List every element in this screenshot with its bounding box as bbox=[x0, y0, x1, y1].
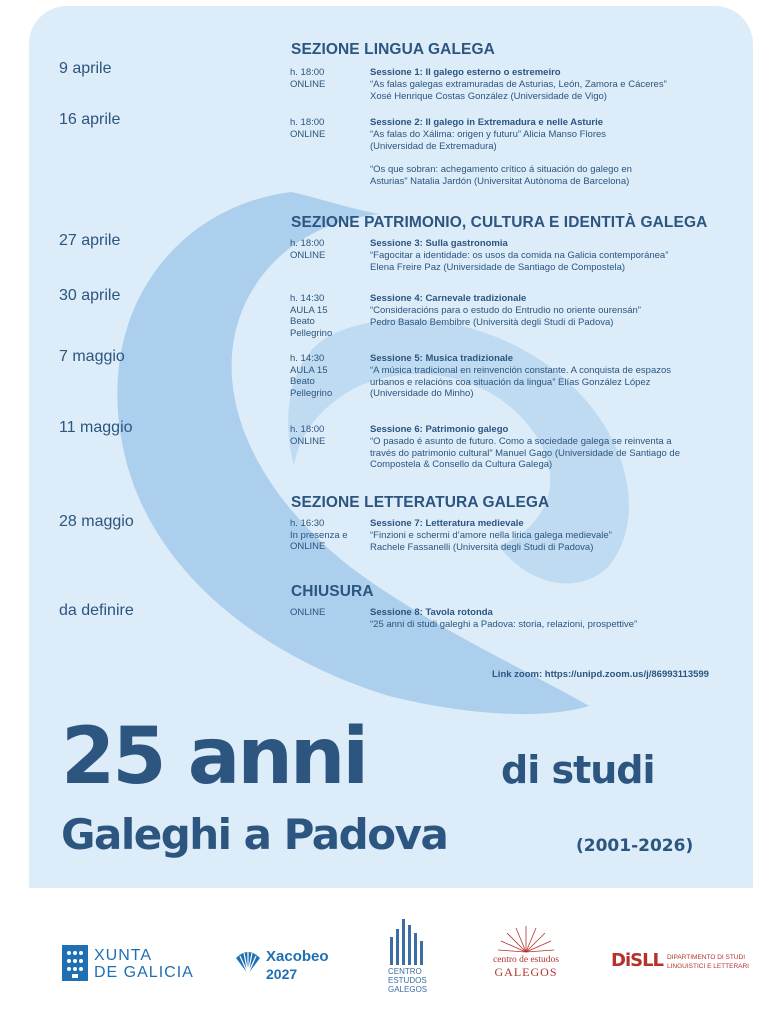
xacobeo-text: Xacobeo bbox=[266, 948, 329, 965]
ceg2-text-line2: GALEGOS bbox=[494, 965, 558, 979]
session-date: da definire bbox=[59, 602, 134, 619]
session-date: 11 maggio bbox=[59, 419, 133, 436]
session-title: Sessione 7: Letteratura medievale bbox=[370, 518, 524, 529]
session-time: h. 18:00 ONLINE bbox=[290, 67, 326, 90]
session-description bbox=[370, 518, 740, 553]
xunta-text-line1: XUNTA bbox=[94, 947, 153, 964]
session-text: “O pasado é asunto de futuro. Como a sociedade galega se reinventa a través do patrimonio cultural” Manuel Gago (Universidade de Santiago de Compostela & Consello da Cultura Galega) bbox=[370, 435, 680, 471]
session-description bbox=[370, 238, 740, 273]
session-description bbox=[370, 117, 740, 188]
sunburst-icon bbox=[486, 924, 566, 954]
xunta-logo bbox=[62, 945, 194, 986]
building-bars-icon bbox=[388, 915, 428, 965]
session-time: h. 14:30 AULA 15 Beato Pellegrino bbox=[290, 293, 333, 339]
ceg-text-line3: GALEGOS bbox=[388, 985, 428, 994]
session-date: 28 maggio bbox=[59, 513, 134, 530]
disll-mark: DiSLL bbox=[611, 950, 664, 971]
poster-background bbox=[29, 6, 753, 888]
centro-estudos-galegos-logo bbox=[388, 915, 428, 994]
headline-galeghi-a-padova: Galeghi a Padova bbox=[61, 810, 448, 859]
session-description bbox=[370, 293, 740, 328]
ceg-text-line1: CENTRO bbox=[388, 967, 422, 976]
disll-text-line2: LINGUISTICI E LETTERARI bbox=[667, 963, 749, 970]
session-time: h. 16:30 In presenza e ONLINE bbox=[290, 518, 348, 552]
session-time: ONLINE bbox=[290, 607, 326, 618]
disll-text-line1: DIPARTIMENTO DI STUDI bbox=[667, 954, 746, 961]
session-text: “As falas galegas extramuradas de Asturias, León, Zamora e Cáceres” Xosé Henrique Costas González (Universidade de Vigo) bbox=[370, 78, 667, 102]
section-letteratura-heading: SEZIONE LETTERATURA GALEGA bbox=[291, 494, 550, 511]
session-date: 16 aprile bbox=[59, 111, 121, 128]
session-time: h. 18:00 ONLINE bbox=[290, 424, 326, 447]
session-description bbox=[370, 424, 740, 471]
headline-years: (2001-2026) bbox=[576, 836, 694, 856]
centro-estudos-galegos-padova-logo bbox=[486, 924, 566, 979]
scallop-shell-icon bbox=[234, 948, 262, 976]
session-text: “Consideracións para o estudo do Entrudio no oriente ourensán” Pedro Basalo Bembibre (Università degli Studi di Padova) bbox=[370, 304, 641, 328]
headline-di-studi: di studi bbox=[501, 748, 655, 792]
session-time: h. 18:00 ONLINE bbox=[290, 238, 326, 261]
session-text: “25 anni di studi galeghi a Padova: storia, relazioni, prospettive” bbox=[370, 618, 638, 630]
xunta-shield-icon bbox=[62, 945, 88, 981]
session-title: Sessione 2: Il galego in Extremadura e nelle Asturie bbox=[370, 117, 604, 128]
ceg-text-line2: ESTUDOS bbox=[388, 976, 427, 985]
section-lingua-heading: SEZIONE LINGUA GALEGA bbox=[291, 41, 495, 58]
session-text: “Fagocitar a identidade: os usos da comida na Galicia contemporánea” Elena Freire Paz (Universidade de Santiago de Compostela) bbox=[370, 249, 669, 273]
session-text: “A música tradicional en reinvención constante. A conquista de espazos urbanos e relacións coa situación da lingua” Elías González López (Universidade do Minho) bbox=[370, 364, 672, 400]
session-text: “Finzioni e schermi d’amore nella lirica galega medievale” Rachele Fassanelli (Università degli Studi di Padova) bbox=[370, 529, 612, 553]
xacobeo-year: 2027 bbox=[266, 966, 298, 982]
zoom-link[interactable]: Link zoom: https://unipd.zoom.us/j/86993113599 bbox=[492, 669, 709, 680]
ceg2-text-line1: centro de estudos bbox=[493, 955, 559, 965]
session-time: h. 18:00 ONLINE bbox=[290, 117, 326, 140]
session-title: Sessione 3: Sulla gastronomia bbox=[370, 238, 508, 249]
session-title: Sessione 6: Patrimonio galego bbox=[370, 424, 509, 435]
section-chiusura-heading: CHIUSURA bbox=[291, 583, 374, 600]
session-title: Sessione 5: Musica tradizionale bbox=[370, 353, 514, 364]
session-date: 9 aprile bbox=[59, 60, 112, 77]
session-description bbox=[370, 67, 740, 102]
xacobeo-logo bbox=[234, 948, 329, 982]
session-title: Sessione 4: Carnevale tradizionale bbox=[370, 293, 527, 304]
session-text: “As falas do Xálima: origen y futuru” Alicia Manso Flores (Universidad de Extremadura) “Os que sobran: achegamento crítico á situación do galego en Asturias” Natalia Jardón (Universitat Autònoma de Barcelona) bbox=[370, 128, 632, 187]
session-title: Sessione 1: Il galego esterno o estremeiro bbox=[370, 67, 561, 78]
session-time: h. 14:30 AULA 15 Beato Pellegrino bbox=[290, 353, 333, 399]
session-description bbox=[370, 607, 740, 631]
session-description bbox=[370, 353, 740, 400]
headline-25-anni: 25 anni bbox=[61, 712, 367, 802]
session-date: 30 aprile bbox=[59, 287, 121, 304]
session-title: Sessione 8: Tavola rotonda bbox=[370, 607, 493, 618]
session-date: 27 aprile bbox=[59, 232, 121, 249]
session-date: 7 maggio bbox=[59, 348, 125, 365]
xunta-text-line2: DE GALICIA bbox=[94, 964, 194, 981]
section-patrimonio-heading: SEZIONE PATRIMONIO, CULTURA E IDENTITÀ GALEGA bbox=[291, 214, 708, 231]
